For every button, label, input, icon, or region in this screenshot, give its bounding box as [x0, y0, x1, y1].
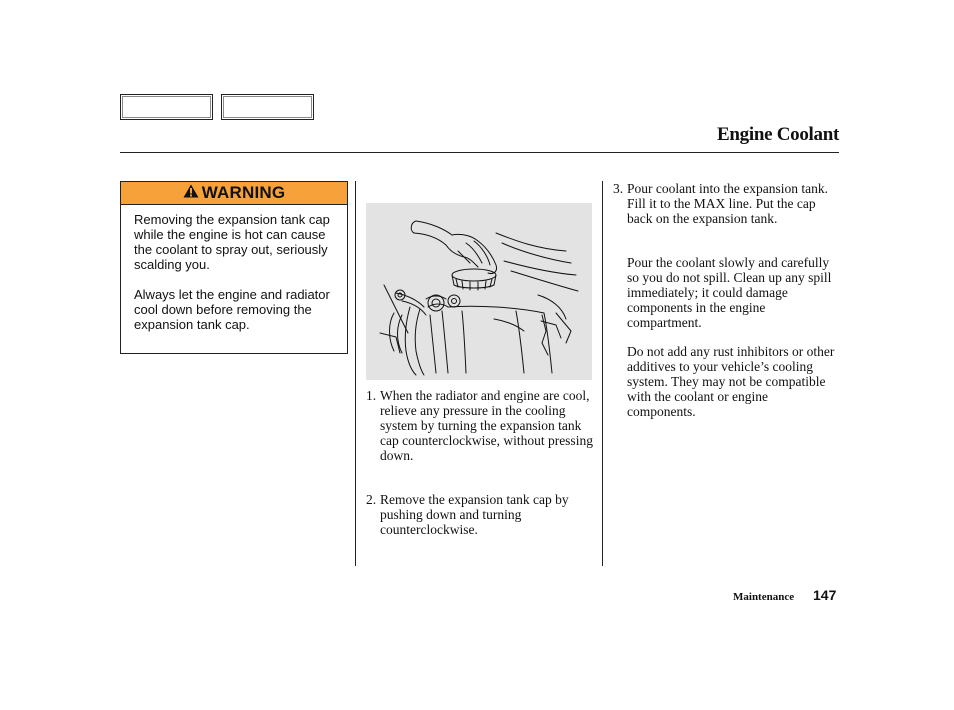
nav-tab-1[interactable]	[120, 94, 213, 120]
title-rule	[120, 152, 839, 153]
note-paragraph-2: Do not add any rust inhibitors or other additives to your vehicle’s cooling system. They may not be compatible with the coolant or engine components.	[627, 344, 835, 419]
step-3-number: 3.	[613, 181, 624, 196]
step-1-number: 1.	[366, 388, 377, 403]
warning-text-1: Removing the expansion tank cap while the engine is hot can cause the coolant to spray out, seriously scalding you.	[134, 212, 330, 272]
step-2-text: Remove the expansion tank cap by pushing down and turning counterclockwise.	[380, 492, 569, 537]
warning-label: WARNING	[201, 183, 286, 202]
step-1-text: When the radiator and engine are cool, relieve any pressure in the cooling system by turning the expansion tank cap counterclockwise, without pressing down.	[380, 388, 593, 463]
column-divider-2	[602, 181, 603, 566]
expansion-tank-cap-illustration	[366, 203, 592, 380]
step-3-text: Pour coolant into the expansion tank. Fill it to the MAX line. Put the cap back on the expansion tank.	[627, 181, 828, 226]
warning-box	[120, 181, 348, 354]
page-title: Engine Coolant	[717, 124, 839, 145]
warning-text-2: Always let the engine and radiator cool down before removing the expansion tank cap.	[134, 287, 330, 332]
warning-triangle-icon	[183, 184, 199, 203]
column-divider-1	[355, 181, 356, 566]
note-paragraph-1: Pour the coolant slowly and carefully so you do not spill. Clean up any spill immediately; it could damage components in the engine compartment.	[627, 255, 832, 330]
step-2-number: 2.	[366, 492, 377, 507]
footer-section-name: Maintenance	[733, 591, 795, 603]
warning-header	[121, 182, 347, 205]
footer-page-number: 147	[813, 587, 837, 603]
nav-tab-2[interactable]	[221, 94, 314, 120]
